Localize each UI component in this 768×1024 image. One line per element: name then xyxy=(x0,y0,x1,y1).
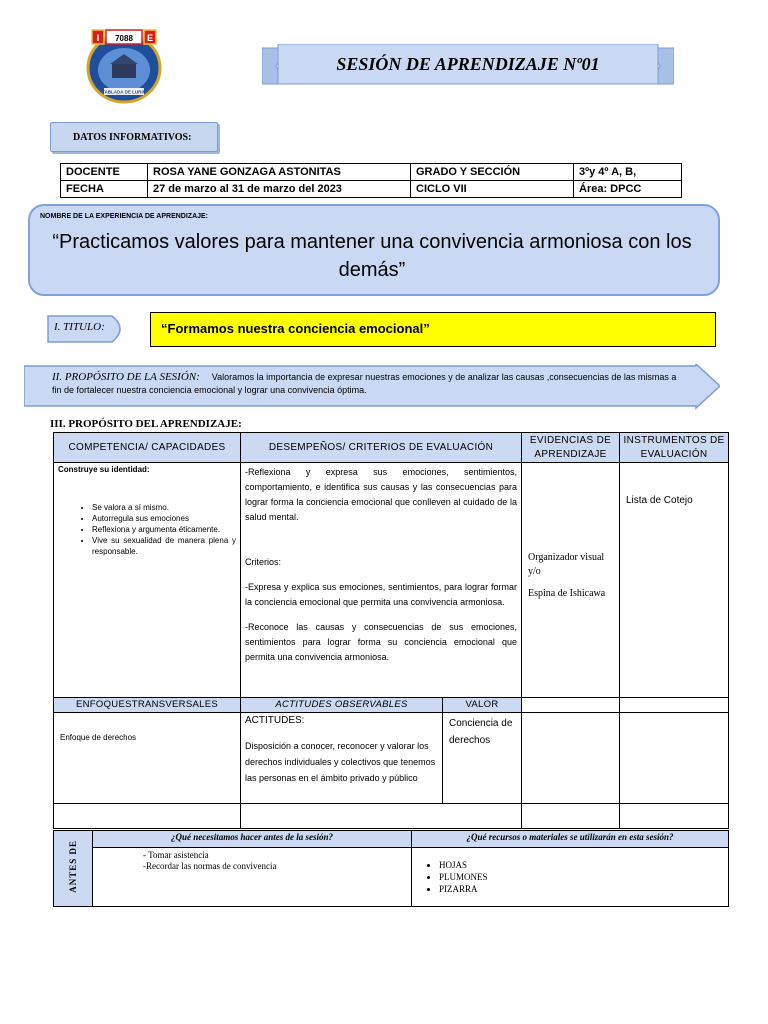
table-header-row xyxy=(54,698,729,713)
header-actitudes: ACTITUDES OBSERVABLES xyxy=(241,698,443,713)
desempeno-text: -Reflexiona y expresa sus emociones, sentimientos, comportamiento, e identifica sus causas y las consecuencias para lograr forma la conciencia emocional que conlleven al cuidado de la salud mental. xyxy=(245,467,517,522)
table-header-row xyxy=(54,433,729,463)
empty-cell xyxy=(241,804,522,829)
list-item: -Recordar las normas de convivencia xyxy=(143,861,277,871)
evidencias-cell xyxy=(522,463,620,700)
table-row xyxy=(61,181,682,198)
empty-cell xyxy=(54,804,241,829)
aprendizaje-table xyxy=(53,432,729,700)
info-cell: DOCENTE xyxy=(61,164,148,181)
proposito-text: Valoramos la importancia de expresar nuestras emociones y de analizar las causas ,consecuencias de las mismas a fin de fortalecer nuestra conciencia emocional y lograr una convivencia óptima. xyxy=(52,372,677,395)
evidencia-1: Organizador visual y/o xyxy=(528,552,605,577)
criterio-2: -Reconoce las causas y consecuencias de sus emociones, sentimientos para lograr forma su conciencia emocional que permita una convivencia armoniosa. xyxy=(245,622,517,662)
capacidades-list xyxy=(58,502,236,557)
empty-cell xyxy=(522,804,620,829)
list-item: • PIZARRA xyxy=(439,883,727,895)
header-evidencias: EVIDENCIAS DE APRENDIZAJE xyxy=(522,433,620,463)
list-item: • Vive su sexualidad de manera plena y responsable. xyxy=(92,535,236,557)
enfoque-text: Enfoque de derechos xyxy=(60,733,137,742)
info-cell: CICLO VII xyxy=(411,181,574,198)
empty-cell xyxy=(522,698,620,713)
criterio-1: -Expresa y explica sus emociones, sentimientos, para lograr formar la conciencia emocional que permita una convivencia armoniosa. xyxy=(245,582,517,607)
table-row xyxy=(61,164,682,181)
header-enfoques: ENFOQUESTRANSVERSALES xyxy=(54,698,241,713)
list-item: • PLUMONES xyxy=(439,871,727,883)
info-cell: ROSA YANE GONZAGA ASTONITAS xyxy=(148,164,411,181)
session-title: SESIÓN DE APRENDIZAJE Nº01 xyxy=(336,54,600,74)
competencia-text: Construye su identidad: xyxy=(58,465,150,474)
actitudes-label: ACTITUDES: xyxy=(245,715,305,726)
actitud-text: Disposición a conocer, reconocer y valorar los derechos individuales y colectivos que tenemos las personas en el ámbito privado y público xyxy=(245,741,436,783)
enfoque-cell xyxy=(54,713,241,804)
antes-side-label: ANTES DE xyxy=(68,840,78,893)
empty-cell xyxy=(620,804,729,829)
info-cell: 27 de marzo al 31 de marzo del 2023 xyxy=(148,181,411,198)
titulo-box xyxy=(150,312,716,347)
desempeno-cell xyxy=(241,463,522,700)
table-row xyxy=(54,848,729,907)
school-logo xyxy=(84,26,164,104)
competencia-cell xyxy=(54,463,241,700)
question-2: ¿Qué recursos o materiales se utilizarán en esta sesión? xyxy=(412,831,729,848)
list-item: • Se valora a sí mismo. xyxy=(92,502,236,513)
info-cell: 3ºy 4º A, B, xyxy=(574,164,682,181)
section-title: III. PROPÓSITO DEL APRENDIZAJE: xyxy=(50,418,242,430)
tareas-cell xyxy=(93,848,412,907)
table-row xyxy=(54,831,729,848)
table-row xyxy=(54,713,729,804)
list-item: • Autorregula sus emociones xyxy=(92,513,236,524)
info-table xyxy=(60,163,682,198)
header-instrumentos: INSTRUMENTOS DE EVALUACIÓN xyxy=(620,433,729,463)
empty-cell xyxy=(620,713,729,804)
empty-cell xyxy=(620,698,729,713)
logo-badge-number: 7088 xyxy=(115,34,133,43)
logo-place: TABLADA DE LURIN xyxy=(102,89,146,95)
info-cell: Área: DPCC xyxy=(574,181,682,198)
instrumentos-cell xyxy=(620,463,729,700)
titulo-label: I. TITULO: xyxy=(54,321,105,333)
criterios-label: Criterios: xyxy=(245,557,282,567)
instrumento-text: Lista de Cotejo xyxy=(626,495,693,506)
valor-text: Conciencia de derechos xyxy=(449,718,513,746)
list-item: • Reflexiona y argumenta éticamente. xyxy=(92,524,236,535)
header-competencia: COMPETENCIA/ CAPACIDADES xyxy=(54,433,241,463)
experiencia-title: “Practicamos valores para mantener una convivencia armoniosa con los demás” xyxy=(52,231,692,281)
enfoques-table xyxy=(53,697,729,829)
evidencia-2: Espina de Ishicawa xyxy=(528,588,606,599)
header-desempenos: DESEMPEÑOS/ CRITERIOS DE EVALUACIÓN xyxy=(241,433,522,463)
proposito-label: II. PROPÓSITO DE LA SESIÓN: xyxy=(52,371,200,383)
list-item: • HOJAS xyxy=(439,859,727,871)
recursos-list xyxy=(413,859,727,895)
info-cell: GRADO Y SECCIÓN xyxy=(411,164,574,181)
logo-badge-left: I xyxy=(96,33,100,43)
titulo-value: “Formamos nuestra conciencia emocional” xyxy=(161,321,430,336)
proposito-sesion xyxy=(52,371,688,397)
header-valor: VALOR xyxy=(443,698,522,713)
actitudes-cell xyxy=(241,713,443,804)
recursos-cell xyxy=(412,848,729,907)
question-1: ¿Qué necesitamos hacer antes de la sesión? xyxy=(93,831,412,848)
datos-label: DATOS INFORMATIVOS: xyxy=(73,132,192,143)
valor-cell xyxy=(443,713,522,804)
datos-label-box xyxy=(50,122,218,152)
antes-table xyxy=(53,830,729,907)
table-row xyxy=(54,463,729,700)
table-row xyxy=(54,804,729,829)
list-item: - Tomar asistencia xyxy=(143,850,209,860)
info-cell: FECHA xyxy=(61,181,148,198)
logo-badge-right: E xyxy=(146,33,154,43)
empty-cell xyxy=(522,713,620,804)
experiencia-label: NOMBRE DE LA EXPERIENCIA DE APRENDIZAJE: xyxy=(40,213,209,220)
antes-side xyxy=(54,831,93,907)
